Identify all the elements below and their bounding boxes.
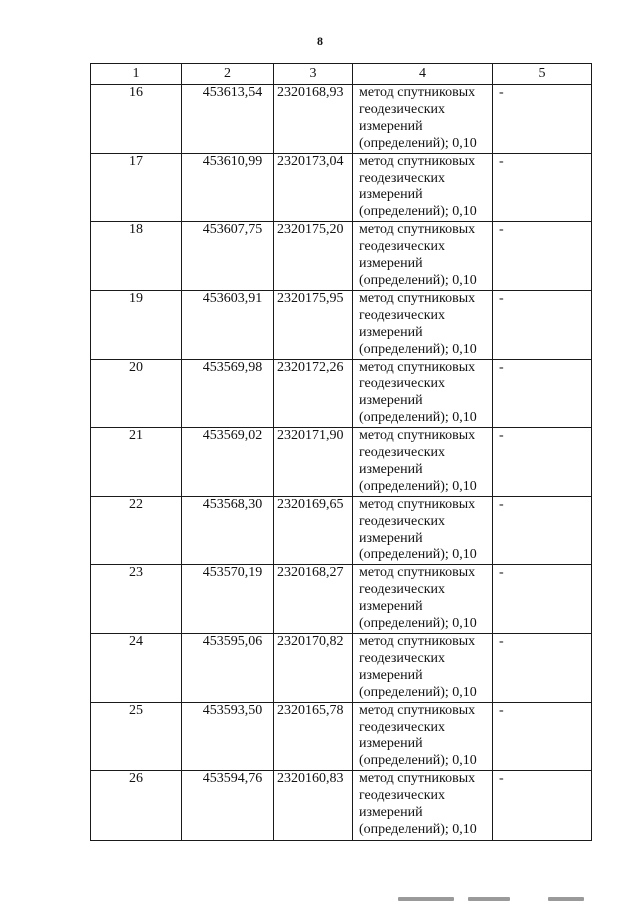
x-coordinate-cell: 453593,50 (182, 702, 274, 771)
x-coordinate-cell: 453594,76 (182, 771, 274, 841)
method-text-line: (определений); 0,10 (359, 753, 477, 769)
point-number-cell: 19 (91, 290, 182, 359)
method-text-line: геодезических (359, 101, 446, 117)
method-text-line: (определений); 0,10 (359, 272, 477, 288)
method-text-line: измерений (359, 256, 423, 272)
point-number-cell: 23 (91, 565, 182, 634)
method-text-line: метод спутниковых (359, 359, 476, 375)
method-text-line: измерений (359, 118, 423, 134)
method-text-line: метод спутниковых (359, 428, 476, 444)
y-coordinate-cell: 2320175,20 (274, 222, 353, 291)
method-text-line: метод спутниковых (359, 702, 476, 718)
column-5-cell: - (493, 85, 592, 154)
table-row (91, 359, 592, 428)
method-text-line: метод спутниковых (359, 496, 476, 512)
point-number-cell: 16 (91, 85, 182, 154)
table-row (91, 85, 592, 154)
column-header: 4 (353, 64, 493, 85)
method-text-line: геодезических (359, 788, 446, 804)
page-number: 8 (317, 34, 323, 48)
point-number-cell: 20 (91, 359, 182, 428)
point-number-cell: 22 (91, 496, 182, 565)
column-5-cell: - (493, 359, 592, 428)
x-coordinate-cell: 453610,99 (182, 153, 274, 222)
method-text-line: метод спутниковых (359, 85, 476, 100)
column-5-cell: - (493, 496, 592, 565)
column-5-cell: - (493, 634, 592, 703)
method-text-line: измерений (359, 393, 423, 409)
method-text-line: (определений); 0,10 (359, 616, 477, 632)
method-cell (353, 634, 493, 703)
method-text-line: геодезических (359, 719, 446, 735)
method-cell (353, 428, 493, 497)
method-text-line: измерений (359, 736, 423, 752)
method-cell (353, 153, 493, 222)
x-coordinate-cell: 453569,02 (182, 428, 274, 497)
method-text-line: (определений); 0,10 (359, 204, 477, 220)
y-coordinate-cell: 2320165,78 (274, 702, 353, 771)
method-text-line: геодезических (359, 170, 446, 186)
table-row (91, 496, 592, 565)
method-text-line: геодезических (359, 445, 446, 461)
column-header: 3 (274, 64, 353, 85)
method-text-line: (определений); 0,10 (359, 135, 477, 151)
scan-artifact-mark (548, 897, 584, 901)
y-coordinate-cell: 2320168,27 (274, 565, 353, 634)
table-row (91, 771, 592, 841)
point-number-cell: 21 (91, 428, 182, 497)
y-coordinate-cell: 2320170,82 (274, 634, 353, 703)
column-5-cell: - (493, 153, 592, 222)
point-number-cell: 17 (91, 153, 182, 222)
method-text-line: измерений (359, 187, 423, 203)
point-number-cell: 26 (91, 771, 182, 841)
scan-artifact-mark (398, 897, 454, 901)
column-5-cell: - (493, 771, 592, 841)
method-text-line: геодезических (359, 582, 446, 598)
method-cell (353, 359, 493, 428)
y-coordinate-cell: 2320172,26 (274, 359, 353, 428)
x-coordinate-cell: 453607,75 (182, 222, 274, 291)
x-coordinate-cell: 453568,30 (182, 496, 274, 565)
method-text-line: измерений (359, 599, 423, 615)
method-text-line: геодезических (359, 239, 446, 255)
method-text-line: метод спутниковых (359, 634, 476, 649)
column-5-cell: - (493, 222, 592, 291)
method-text-line: геодезических (359, 307, 446, 323)
method-cell (353, 85, 493, 154)
column-header: 5 (493, 64, 592, 85)
column-5-cell: - (493, 290, 592, 359)
method-text-line: геодезических (359, 650, 446, 666)
method-text-line: (определений); 0,10 (359, 341, 477, 357)
table-row (91, 290, 592, 359)
column-header: 2 (182, 64, 274, 85)
table-row (91, 565, 592, 634)
table-row (91, 428, 592, 497)
method-text-line: измерений (359, 324, 423, 340)
x-coordinate-cell: 453569,98 (182, 359, 274, 428)
method-text-line: измерений (359, 667, 423, 683)
table-row (91, 222, 592, 291)
table-row (91, 634, 592, 703)
y-coordinate-cell: 2320168,93 (274, 85, 353, 154)
method-text-line: (определений); 0,10 (359, 684, 477, 700)
y-coordinate-cell: 2320160,83 (274, 771, 353, 841)
method-text-line: (определений); 0,10 (359, 547, 477, 563)
table-row (91, 153, 592, 222)
method-text-line: метод спутниковых (359, 153, 476, 169)
method-text-line: геодезических (359, 376, 446, 392)
x-coordinate-cell: 453595,06 (182, 634, 274, 703)
point-number-cell: 25 (91, 702, 182, 771)
x-coordinate-cell: 453570,19 (182, 565, 274, 634)
method-text-line: метод спутниковых (359, 771, 476, 787)
column-5-cell: - (493, 702, 592, 771)
method-text-line: измерений (359, 530, 423, 546)
method-text-line: (определений); 0,10 (359, 410, 477, 426)
method-cell (353, 702, 493, 771)
method-cell (353, 290, 493, 359)
x-coordinate-cell: 453603,91 (182, 290, 274, 359)
point-number-cell: 18 (91, 222, 182, 291)
column-5-cell: - (493, 428, 592, 497)
method-text-line: (определений); 0,10 (359, 478, 477, 494)
method-text-line: метод спутниковых (359, 290, 476, 306)
method-text-line: (определений); 0,10 (359, 821, 477, 837)
method-text-line: метод спутниковых (359, 222, 476, 238)
column-header: 1 (91, 64, 182, 85)
method-cell (353, 565, 493, 634)
method-cell (353, 496, 493, 565)
y-coordinate-cell: 2320169,65 (274, 496, 353, 565)
x-coordinate-cell: 453613,54 (182, 85, 274, 154)
scan-artifact-mark (468, 897, 510, 901)
column-5-cell: - (493, 565, 592, 634)
method-cell (353, 222, 493, 291)
method-text-line: измерений (359, 461, 423, 477)
method-text-line: измерений (359, 805, 423, 821)
table-header-row (91, 64, 592, 85)
table-row (91, 702, 592, 771)
y-coordinate-cell: 2320175,95 (274, 290, 353, 359)
coordinates-table (90, 63, 592, 841)
point-number-cell: 24 (91, 634, 182, 703)
table-body (91, 85, 592, 841)
y-coordinate-cell: 2320173,04 (274, 153, 353, 222)
method-text-line: метод спутниковых (359, 565, 476, 581)
method-cell (353, 771, 493, 841)
y-coordinate-cell: 2320171,90 (274, 428, 353, 497)
method-text-line: геодезических (359, 513, 446, 529)
